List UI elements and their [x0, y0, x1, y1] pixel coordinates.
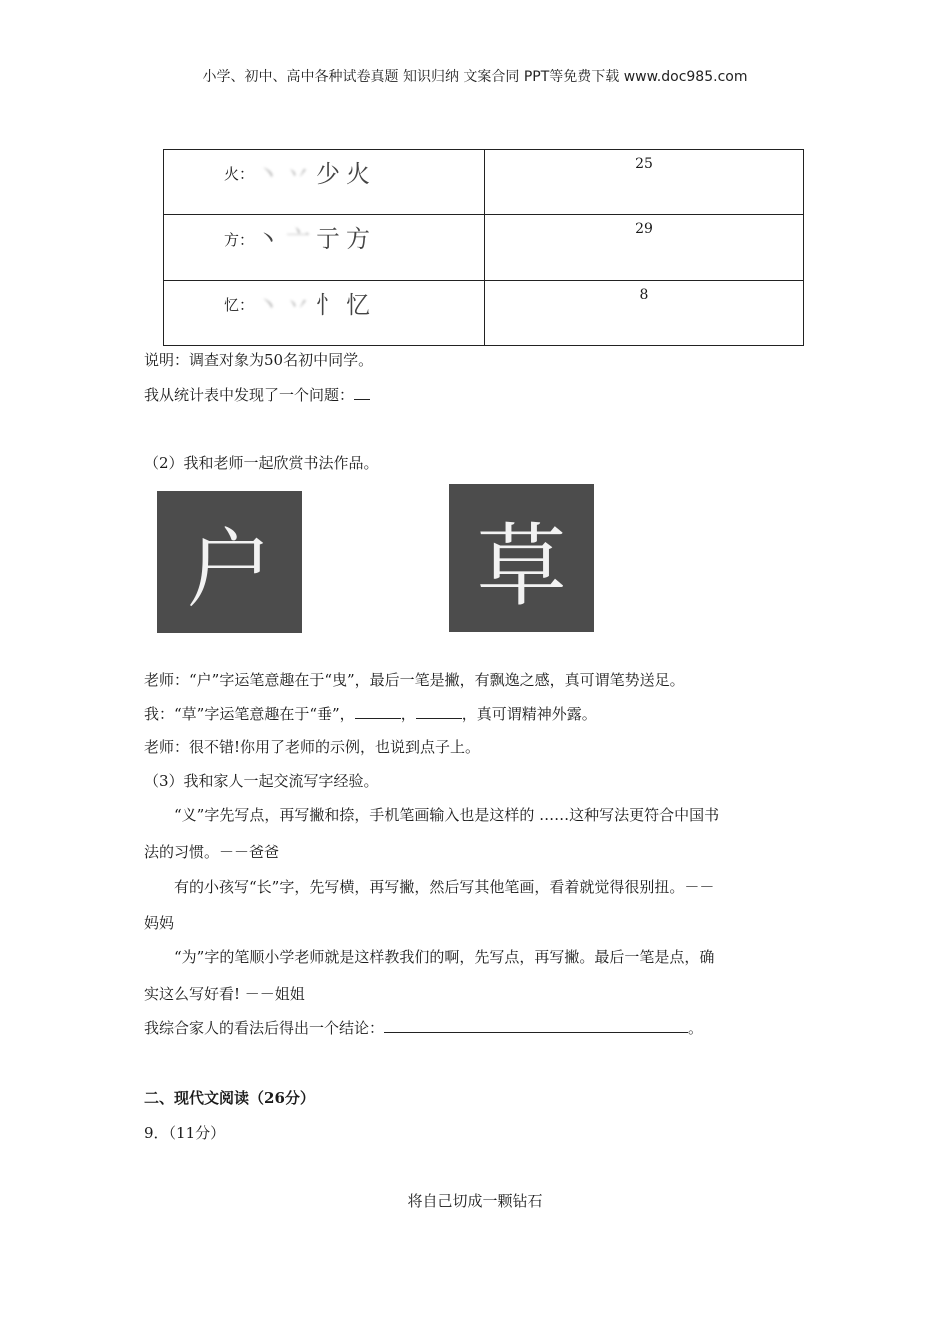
survey-note: 说明：调查对象为50名初中同学。 — [144, 351, 374, 369]
calligraphy-hu-image: 户 — [157, 491, 302, 633]
char-label: 忆： — [224, 296, 255, 314]
section-heading: 二、现代文阅读（26分） — [144, 1089, 315, 1107]
dad-comment-line1: “义”字先写点，再写撇和捺，手机笔画输入也是这样的 ……这种写法更符合中国书 — [174, 806, 720, 824]
answer-blank[interactable] — [354, 384, 370, 400]
char-label: 火： — [224, 165, 255, 184]
teacher-comment: 老师：“户”字运笔意趣在于“曳”，最后一笔是撇，有飘逸之感，真可谓笔势送足。 — [144, 671, 685, 689]
char-label: 方： — [224, 230, 255, 249]
problem-question: 我从统计表中发现了一个问题： — [144, 384, 370, 405]
sister-comment-line1: “为”字的笔顺小学老师就是这样教我们的啊，先写点，再写撇。最后一笔是点，确 — [174, 948, 715, 966]
stroke-survey-table — [163, 149, 804, 346]
teacher-feedback: 老师：很不错!你用了老师的示例，也说到点子上。 — [144, 738, 481, 756]
calligraphy-cao-image: 草 — [449, 484, 594, 632]
count-cell: 8 — [485, 280, 804, 345]
table-row — [164, 280, 804, 345]
dad-comment-line2: 法的习惯。－－爸爸 — [144, 843, 280, 861]
stroke-sequence: 丶丷忄忆 — [256, 290, 376, 319]
count-cell: 25 — [485, 150, 804, 215]
stroke-sequence: 丶亠亍方 — [256, 225, 376, 254]
sister-comment-line2: 实这么写好看! －－姐姐 — [144, 985, 305, 1003]
stroke-sequence: 丶丷少火 — [256, 160, 376, 188]
conclusion-question: 我综合家人的看法后得出一个结论： 。 — [144, 1019, 704, 1037]
student-answer-line: 我：“草”字运笔意趣在于“垂”， ， ，真可谓精神外露。 — [144, 705, 597, 723]
table-row — [164, 150, 804, 215]
part3-heading: （3）我和家人一起交流写字经验。 — [144, 772, 379, 790]
answer-blank[interactable] — [416, 703, 462, 719]
count-cell: 29 — [485, 215, 804, 280]
question-number: 9．（11分） — [144, 1124, 226, 1142]
article-title: 将自己切成一颗钻石 — [407, 1192, 543, 1210]
table-row — [164, 215, 804, 280]
page-header: 小学、初中、高中各种试卷真题 知识归纳 文案合同 PPT等免费下载 www.doc985.com — [202, 69, 748, 85]
answer-blank[interactable] — [355, 703, 401, 719]
mom-comment-line2: 妈妈 — [144, 914, 175, 932]
part2-heading: （2）我和老师一起欣赏书法作品。 — [144, 454, 379, 472]
answer-blank[interactable] — [384, 1017, 688, 1033]
mom-comment-line1: 有的小孩写“长”字，先写横，再写撇，然后写其他笔画，看着就觉得很别扭。－－ — [174, 878, 715, 896]
